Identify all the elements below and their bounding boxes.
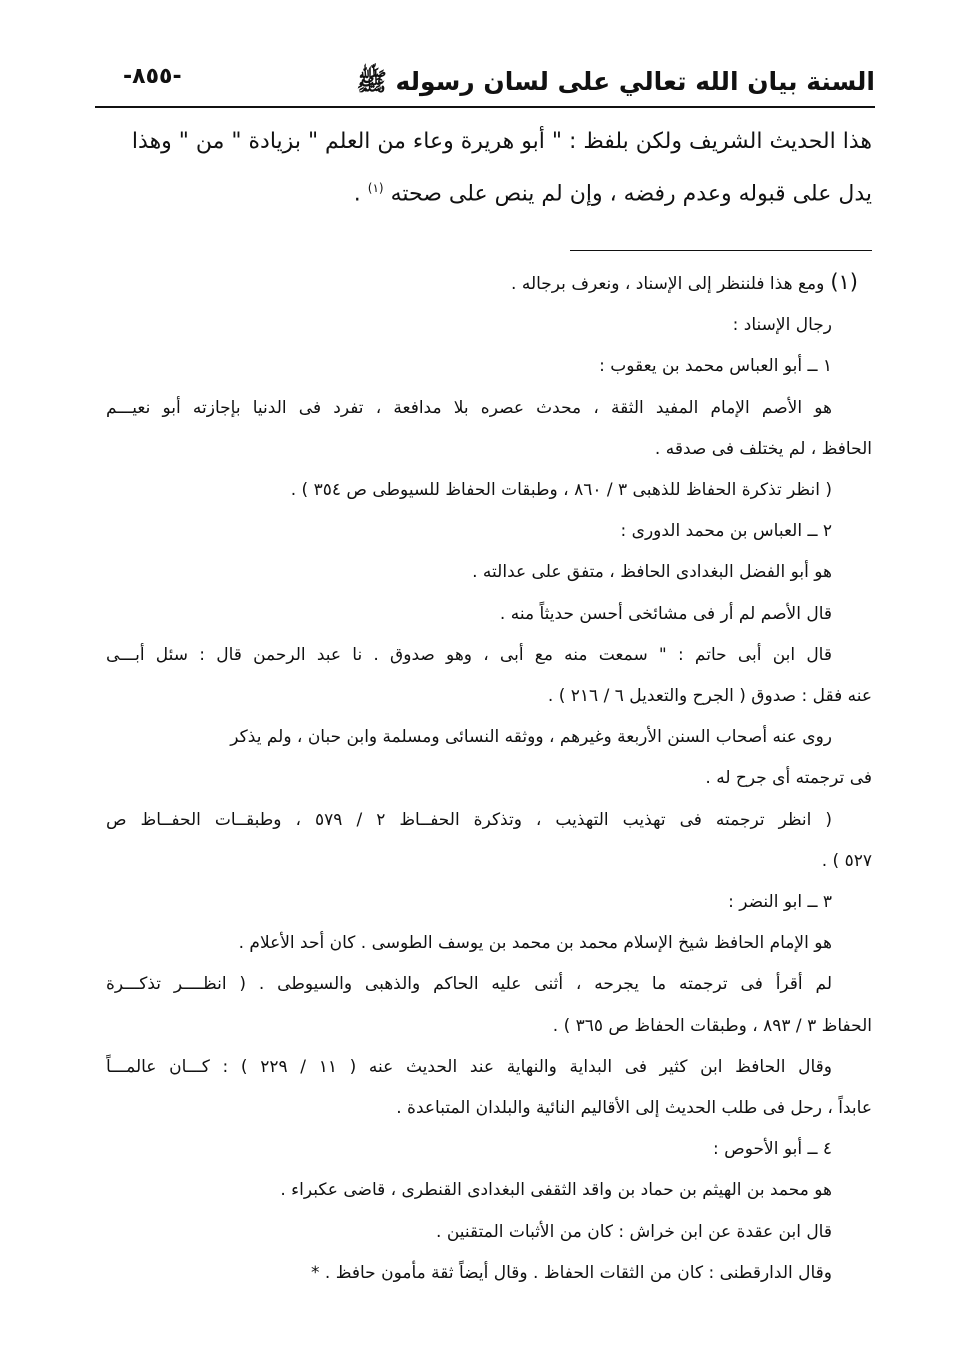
footnote-line-8: هو أبو الفضل البغدادى الحافظ ، متفق على عدالته . <box>472 562 832 583</box>
footnote-line-15: ٥٢٧ ) . <box>821 850 872 871</box>
footnote-line-1-text: ومع هذا فلننظر إلى الإسناد ، ونعرف برجاله . <box>511 274 825 294</box>
footnote-line-21: عابداً ، رحل فى طلب الحديث إلى الأقاليم النائية والبلدان المتباعدة . <box>396 1098 872 1119</box>
footnote-line-24: قال ابن عقدة عن ابن خراش : كان من الأثبات المتقنين . <box>436 1221 832 1242</box>
footnote-line-20: وقال الحافظ ابن كثير فى البداية والنهاية عند الحديث عنه ( ١١ / ٢٢٩ ) : كـــان عالمـــاً <box>106 1056 832 1077</box>
footnote-line-4: هو الأصم الإمام المفيد الثقة ، محدث عصره بلا مدافعة ، تفرد فى الدنيا بإجازته أبو نعيـــم <box>106 397 832 418</box>
footnote-line-14: ( انظر ترجمته فى تهذيب التهذيب ، وتذكرة الحفــاظ ٢ / ٥٧٩ ، وطبقــات الحفــاظ ص <box>106 809 832 830</box>
footnote-line-16: ٣ ــ ابو النضر : <box>728 892 832 913</box>
running-title: السنة بيان الله تعالي على لسان رسوله ﷺ <box>356 67 875 96</box>
footnote-divider <box>570 250 872 251</box>
main-line-2 <box>108 165 872 217</box>
footnote-line-1 <box>106 262 872 305</box>
page-header <box>95 58 875 104</box>
footnote-line-12: روى عنه أصحاب السنن الأربعة وغيرهم ، ووثقه النسائى ومسلمة وابن حبان ، ولم يذكر <box>230 727 832 748</box>
page-number: -٨٥٥- <box>123 64 182 89</box>
footnote-line-9: قال الأصم لم أر فى مشائخى أحسن حديثاً منه . <box>499 603 832 624</box>
footnote-marker: (١) <box>830 270 858 294</box>
footnote-line-5: الحافظ ، لم يختلف فى صدقه . <box>654 438 872 459</box>
main-line-2-text: يدل على قبوله وعدم رفضه ، وإن لم ينص على صحته <box>390 181 872 207</box>
main-line-2-end: . <box>353 181 361 207</box>
footnote-reference[interactable]: (١) <box>367 181 384 195</box>
header-divider <box>95 106 875 108</box>
main-text <box>108 118 872 217</box>
footnote-line-3: ١ ــ أبو العباس محمد بن يعقوب : <box>599 356 832 377</box>
footnote-line-13: فى ترجمته أى جرح له . <box>705 768 872 789</box>
footnote-line-23: هو محمد بن الهيثم بن حماد بن واقد الثقفى البغدادى القنطرى ، قاضى عكبراء . <box>280 1180 832 1201</box>
main-line-1: هذا الحديث الشريف ولكن بلفظ : " أبو هريرة وعاء من العلم " بزيادة " من " وهذا <box>131 129 872 154</box>
footnote-line-2: رجال الإسناد : <box>732 315 832 336</box>
footnote-line-10: قال ابن أبى حاتم : " سمعت منه مع أبى ، وهو صدوق . نا عبد الرحمن قال : سئل أبـــى <box>106 644 832 665</box>
footnote-line-19: الحفاظ ٣ / ٨٩٣ ، وطبقات الحفاظ ص ٣٦٥ ) . <box>552 1015 872 1036</box>
footnote-line-18: لم أقرأ فى ترجمته ما يجرحه ، أثنى عليه الحاكم والذهبى والسيوطى . ( انظــــر تذكـــرة <box>106 974 832 995</box>
footnote-line-25: وقال الدارقطنى : كان من الثقات الحفاظ . وقال أيضاً ثقة مأمون حافظ . * <box>311 1262 832 1283</box>
footnote-line-17: هو الإمام الحافظ شيخ الإسلام محمد بن محمد بن يوسف الطوسى . كان أحد الأعلام . <box>238 933 832 954</box>
footnote-line-22: ٤ ــ أبو الأحوص : <box>713 1139 832 1160</box>
footnotes <box>106 262 872 1294</box>
footnote-line-6: ( انظر تذكرة الحفاظ للذهبى ٣ / ٨٦٠ ، وطبقات الحفاظ للسيوطى ص ٣٥٤ ) . <box>290 480 832 501</box>
footnote-line-11: عنه فقل : صدوق ( الجرح والتعديل ٦ / ٢١٦ ) . <box>547 686 872 707</box>
footnote-line-7: ٢ ــ العباس بن محمد الدورى : <box>620 521 832 542</box>
